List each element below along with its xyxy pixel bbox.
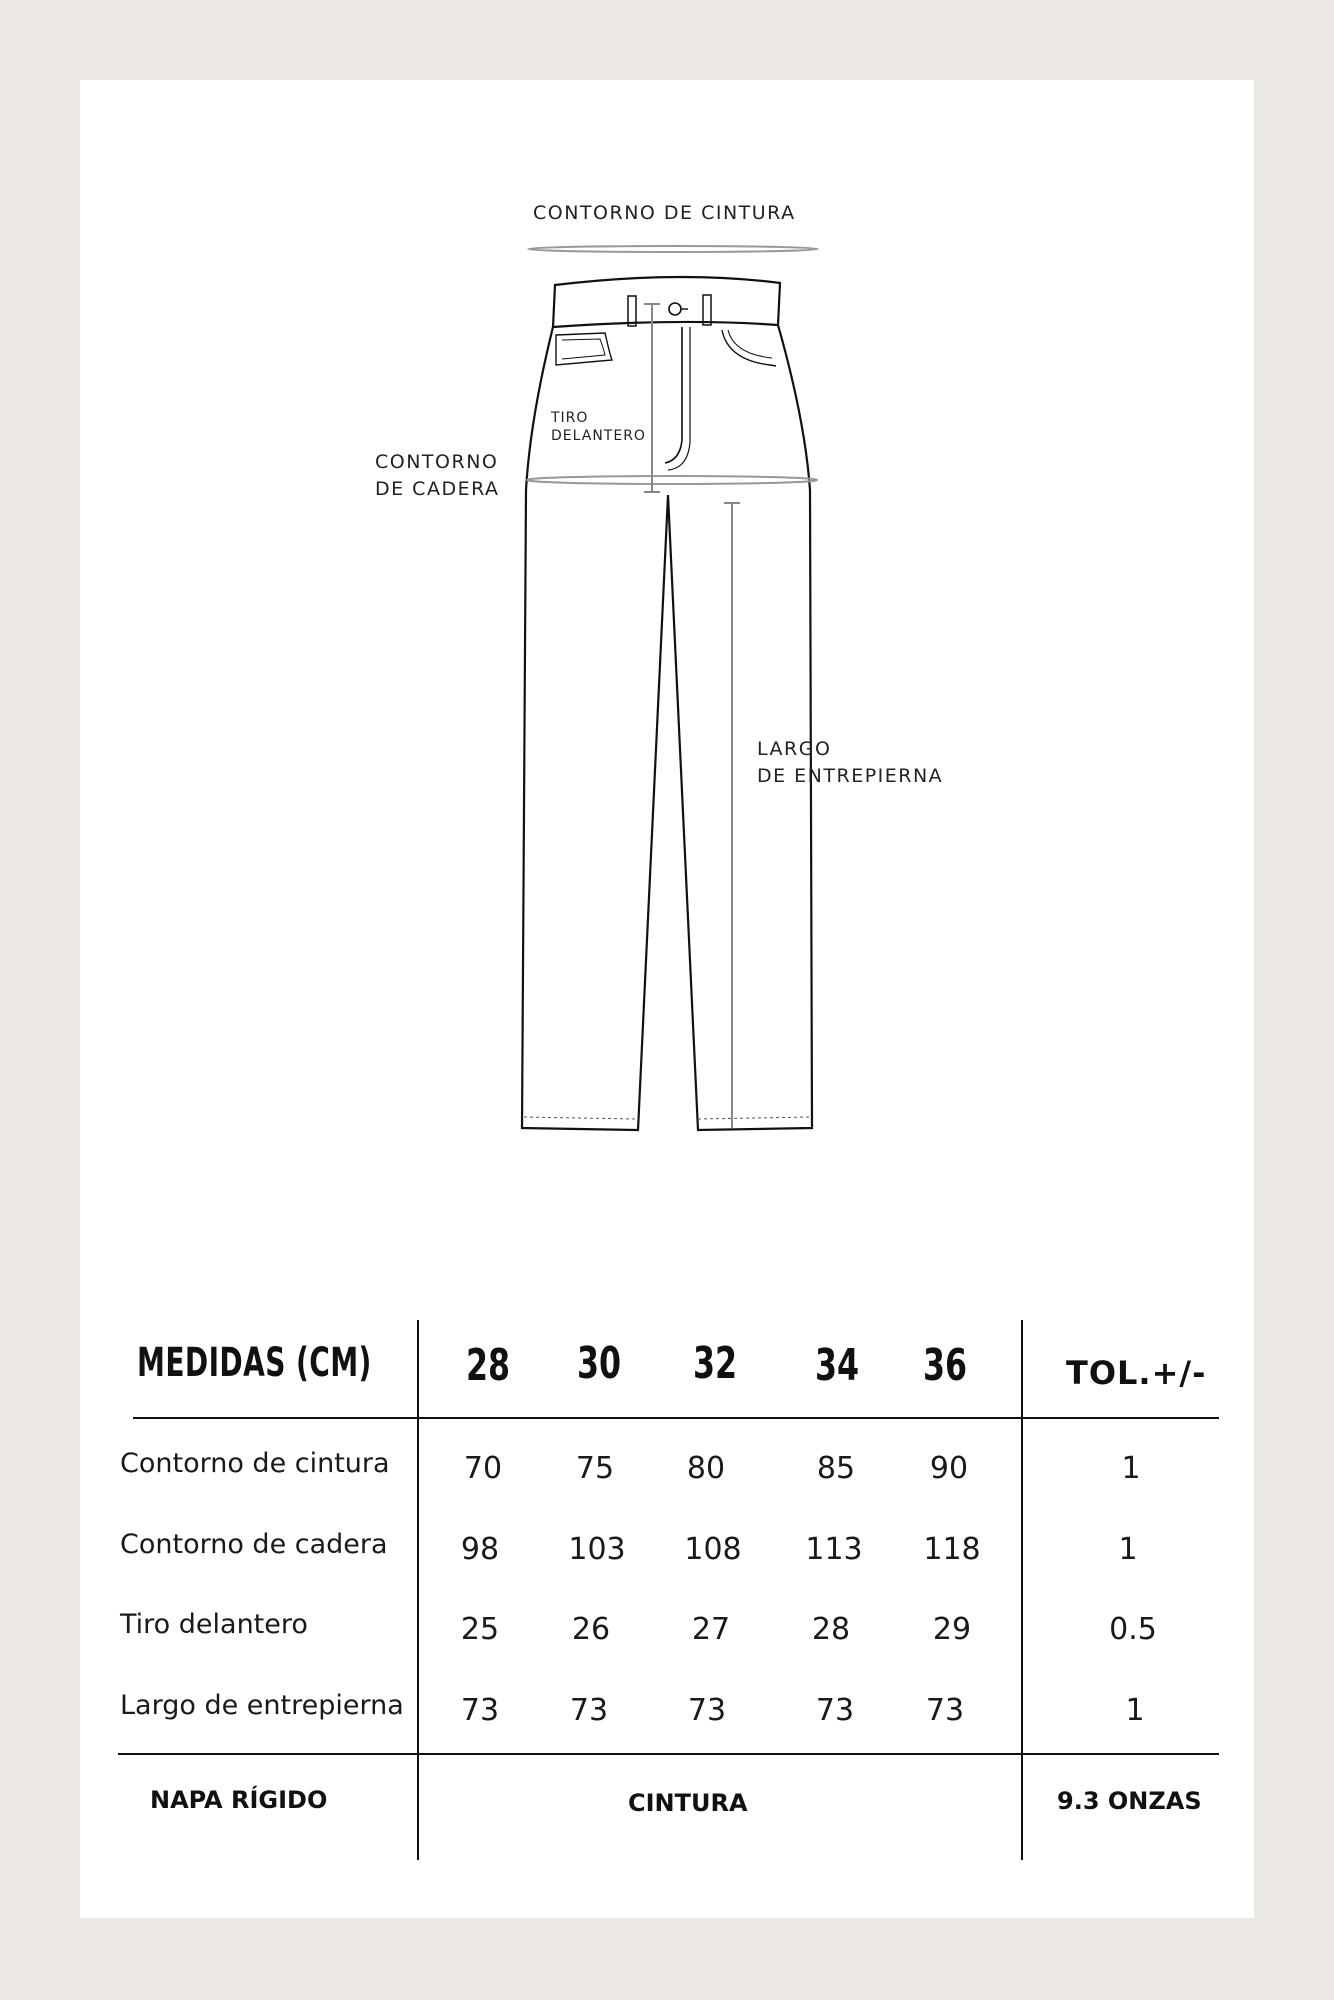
table-cell: 108 (684, 1532, 742, 1567)
table-cell: 73 (460, 1693, 500, 1728)
waist-label: CONTORNO DE CINTURA (533, 202, 796, 224)
size-header: 28 (465, 1340, 511, 1391)
table-cell: 98 (460, 1532, 500, 1567)
table-cell: 80 (686, 1451, 726, 1486)
table-cell: 113 (805, 1532, 863, 1567)
table-cell: 29 (932, 1612, 972, 1647)
table-title: MEDIDAS (CM) (137, 1340, 372, 1386)
table-divider (417, 1320, 419, 1860)
hip-label: CONTORNO DE CADERA (375, 451, 500, 500)
table-cell: 103 (568, 1532, 626, 1567)
row-label: Largo de entrepierna (120, 1690, 404, 1721)
table-divider (1021, 1320, 1023, 1860)
row-label: Tiro delantero (120, 1609, 308, 1640)
table-cell: 75 (575, 1451, 615, 1486)
row-label: Contorno de cintura (120, 1448, 390, 1479)
tolerance-cell: 1 (1118, 1532, 1138, 1567)
size-header: 36 (922, 1340, 968, 1391)
tolerance-header: TOL.+/- (1066, 1354, 1207, 1392)
table-divider (118, 1753, 1219, 1755)
table-cell: 85 (816, 1451, 856, 1486)
table-divider (133, 1417, 1219, 1419)
table-cell: 118 (923, 1532, 981, 1567)
tolerance-cell: 1 (1125, 1693, 1145, 1728)
size-header: 30 (576, 1338, 622, 1389)
inseam-label: LARGO DE ENTREPIERNA (757, 738, 944, 787)
fit-label: CINTURA (628, 1789, 748, 1817)
table-cell: 73 (925, 1693, 965, 1728)
table-cell: 70 (463, 1451, 503, 1486)
fabric-label: NAPA RÍGIDO (150, 1786, 328, 1814)
table-cell: 73 (815, 1693, 855, 1728)
size-header: 32 (692, 1338, 738, 1389)
size-header: 34 (814, 1340, 860, 1391)
table-cell: 26 (571, 1612, 611, 1647)
tolerance-cell: 1 (1121, 1451, 1141, 1486)
table-cell: 28 (811, 1612, 851, 1647)
weight-label: 9.3 ONZAS (1057, 1787, 1202, 1815)
table-cell: 27 (691, 1612, 731, 1647)
table-cell: 73 (569, 1693, 609, 1728)
rise-label: TIRO DELANTERO (551, 410, 646, 444)
table-cell: 25 (460, 1612, 500, 1647)
table-cell: 73 (687, 1693, 727, 1728)
row-label: Contorno de cadera (120, 1529, 388, 1560)
tolerance-cell: 0.5 (1109, 1612, 1157, 1647)
table-cell: 90 (929, 1451, 969, 1486)
